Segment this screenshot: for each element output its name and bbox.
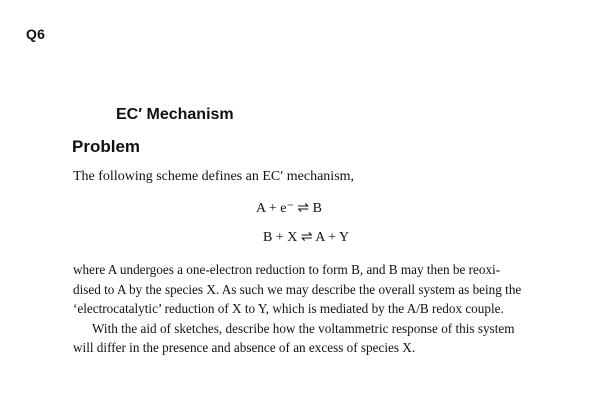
equation-reduction: A + e⁻ ⇌ B <box>256 201 322 216</box>
question-number: Q6 <box>26 26 46 42</box>
problem-text-line: ‘electrocatalytic’ reduction of X to Y, which is mediated by the A/B redox couple. <box>73 301 504 316</box>
problem-text-line: With the aid of sketches, describe how the voltammetric response of this system <box>92 320 515 336</box>
problem-text-line: where A undergoes a one-electron reduction to form B, and B may then be reoxi- <box>73 262 501 277</box>
section-title: EC′ Mechanism <box>116 106 234 123</box>
problem-heading: Problem <box>72 137 141 156</box>
intro-sentence: The following scheme defines an EC′ mechanism, <box>73 169 355 184</box>
equation-chemical-step: B + X ⇌ A + Y <box>263 230 350 245</box>
problem-text-line: will differ in the presence and absence of an excess of species X. <box>73 340 416 355</box>
problem-text <box>73 260 553 358</box>
problem-text-line: dised to A by the species X. As such we may describe the overall system as being the <box>73 281 522 297</box>
